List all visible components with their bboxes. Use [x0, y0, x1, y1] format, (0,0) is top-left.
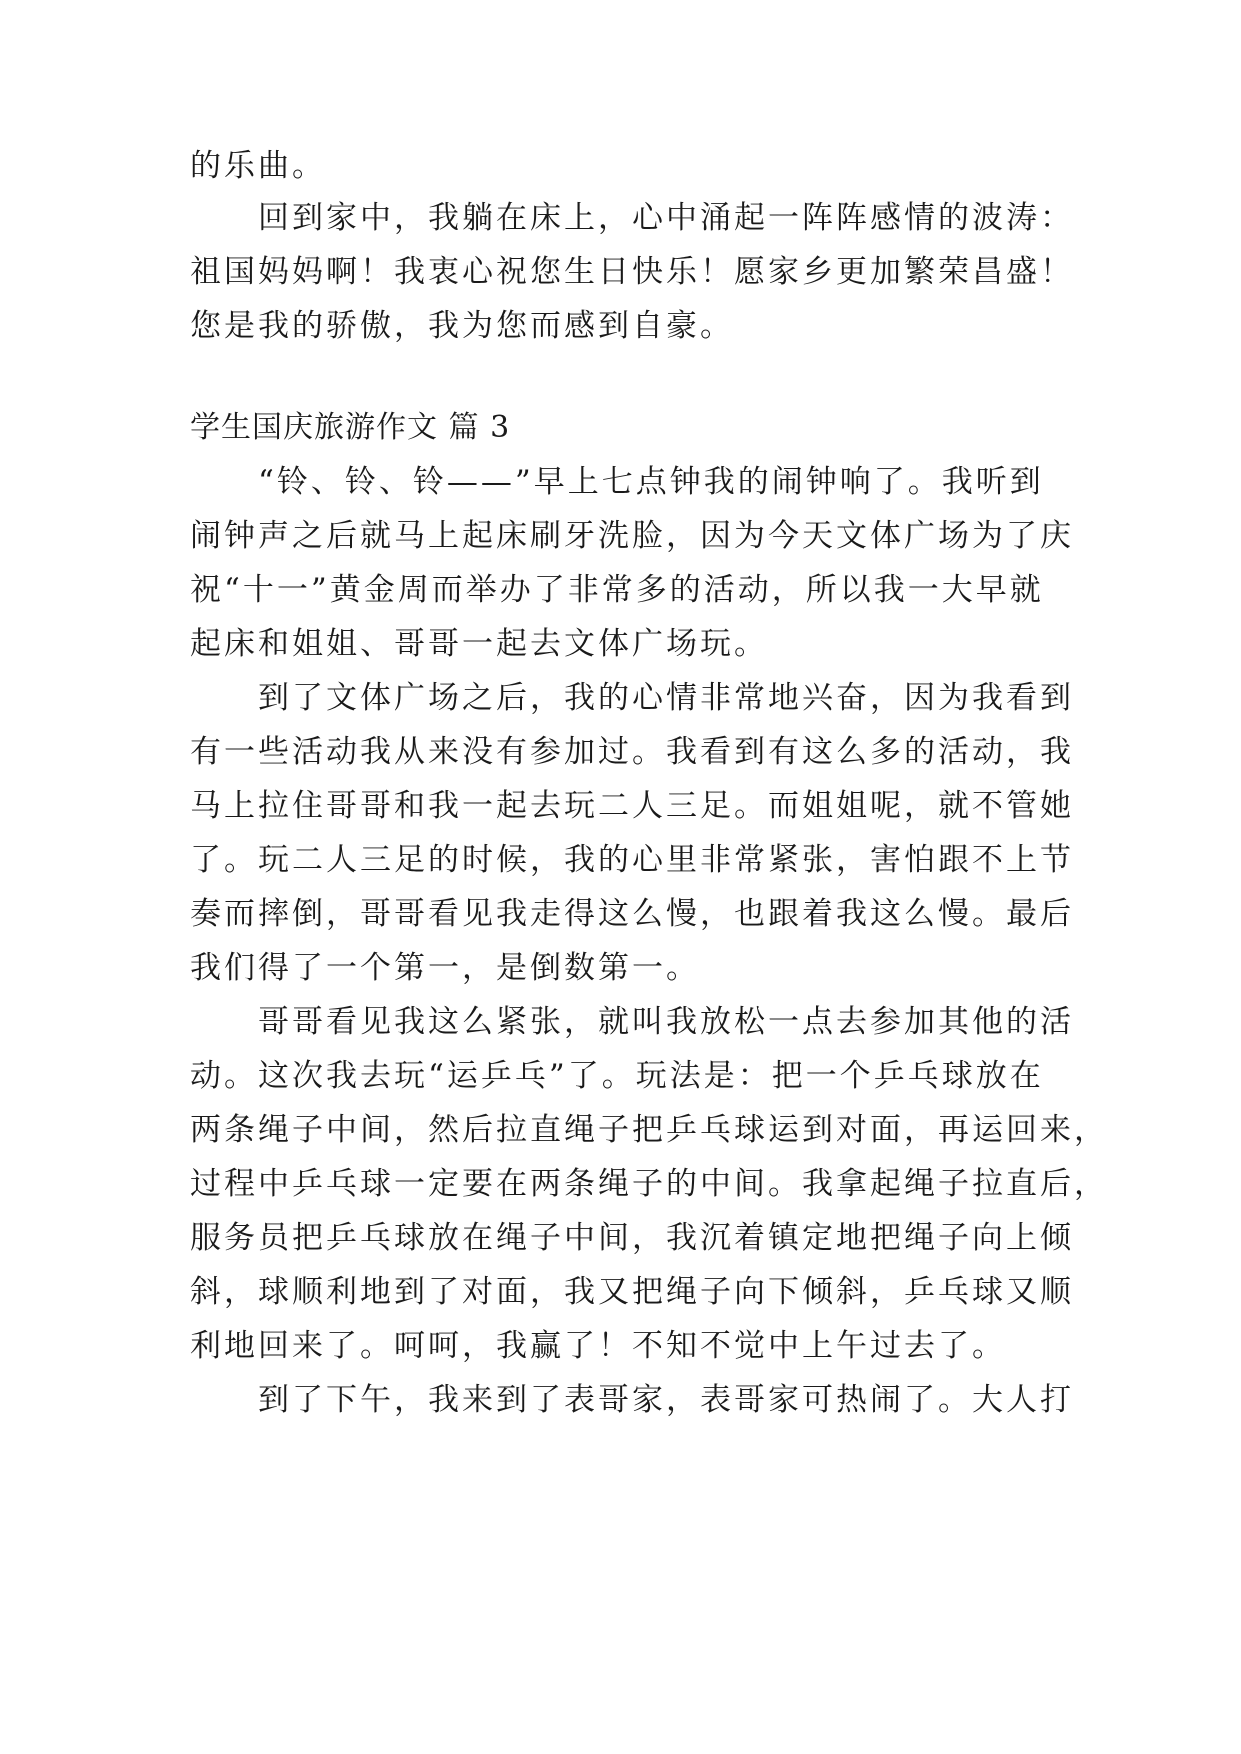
text-line: 的乐曲。 [190, 148, 326, 184]
text-line: 哥哥看见我这么紧张，就叫我放松一点去参加其他的活 [258, 1004, 1074, 1040]
text-line: 两条绳子中间，然后拉直绳子把乒乓球运到对面，再运回来， [190, 1112, 1108, 1148]
text-line: 闹钟声之后就马上起床刷牙洗脸，因为今天文体广场为了庆 [190, 518, 1074, 554]
text-line: 起床和姐姐、哥哥一起去文体广场玩。 [190, 626, 768, 662]
text-line: 马上拉住哥哥和我一起去玩二人三足。而姐姐呢，就不管她 [190, 788, 1074, 824]
text-line: 奏而摔倒，哥哥看见我走得这么慢，也跟着我这么慢。最后 [190, 896, 1074, 932]
text-line: 斜，球顺利地到了对面，我又把绳子向下倾斜，乒乓球又顺 [190, 1274, 1074, 1310]
text-line: 过程中乒乓球一定要在两条绳子的中间。我拿起绳子拉直后， [190, 1166, 1108, 1202]
text-line: 有一些活动我从来没有参加过。我看到有这么多的活动，我 [190, 734, 1074, 770]
text-line: 了。玩二人三足的时候，我的心里非常紧张，害怕跟不上节 [190, 842, 1074, 878]
section-title: 学生国庆旅游作文 篇 3 [190, 410, 511, 445]
text-line: 您是我的骄傲，我为您而感到自豪。 [190, 308, 734, 344]
text-line: 到了文体广场之后，我的心情非常地兴奋，因为我看到 [258, 680, 1074, 716]
text-line: 祝“十一”黄金周而举办了非常多的活动，所以我一大早就 [190, 572, 1044, 608]
text-line: 利地回来了。呵呵，我赢了！不知不觉中上午过去了。 [190, 1328, 1006, 1364]
text-line: 我们得了一个第一，是倒数第一。 [190, 950, 700, 986]
text-line: 回到家中，我躺在床上，心中涌起一阵阵感情的波涛： [258, 200, 1074, 236]
text-line: 到了下午，我来到了表哥家，表哥家可热闹了。大人打 [258, 1382, 1074, 1418]
text-line: 祖国妈妈啊！我衷心祝您生日快乐！愿家乡更加繁荣昌盛！ [190, 254, 1074, 290]
text-line: “铃、铃、铃——”早上七点钟我的闹钟响了。我听到 [258, 464, 1044, 500]
text-line: 动。这次我去玩“运乒乓”了。玩法是：把一个乒乓球放在 [190, 1058, 1044, 1094]
text-line: 服务员把乒乓球放在绳子中间，我沉着镇定地把绳子向上倾 [190, 1220, 1074, 1256]
